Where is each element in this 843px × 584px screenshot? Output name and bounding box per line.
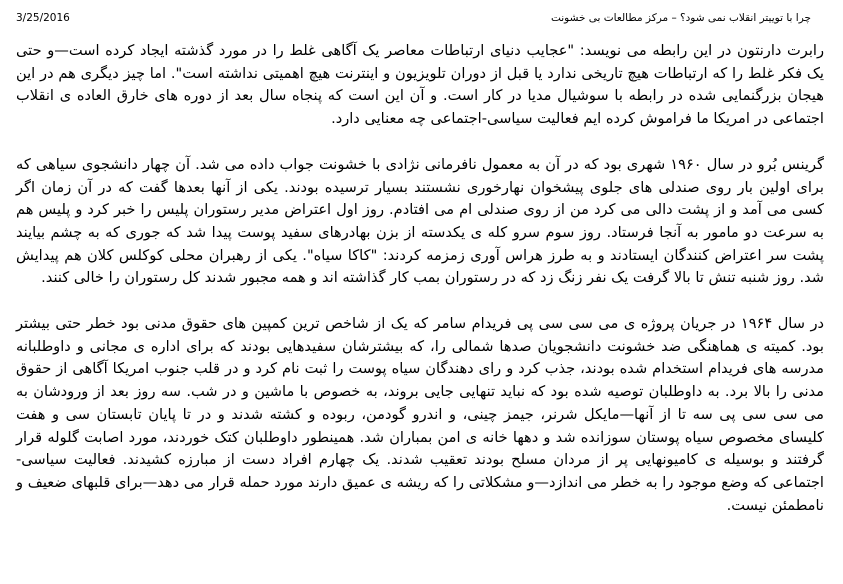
article-body <box>16 40 824 540</box>
paragraph-1: رابرت دارنتون در این رابطه می نویسد: "عجایب دنیای ارتباطات معاصر یک آگاهی غلط را در مورد گذشته ایجاد کرده است—و حتی یک فکر غلط را که ارتباطات هیچ تاریخی ندارد یا قبل از دوران تلویزیون و اینترنت هیچ اهمیتی نداشته است". اما چیز دیگری هم در این هیجان بزرگنمایی شده در رابطه با سوشیال مدیا در کار است. و آن این است که پنجاه سال بعد از دوره های خارق العاده ی انقلاب اجتماعی در امریکا ما فراموش کرده ایم فعالیت سیاسی-اجتماعی چه معنایی دارد. <box>16 42 824 128</box>
page-header <box>16 9 811 27</box>
paragraph-3: در سال ۱۹۶۴ در جریان پروژه ی می سی سی پی فریدام سامر که یک از شاخص ترین کمپین های حقوق مدنی بود خطر حتی بیشتر بود. کمیته ی هماهنگی ضد خشونت دانشجویان صدها شمالی را، که بیشترشان سفیدهایی بودند که برای اداره ی مجانی و داوطلبانه مدرسه های فریدام استخدام شده بودند، جذب کرد و رای دهندگان سیاه پوست را ثبت نام کرد و در قلب جنوب امریکا آگاهی از حقوق مدنی را بالا برد. به داوطلبان توصیه شده بود که نباید تنهایی جایی بروند، به خصوص با ماشین و در شب. سه روز بعد از ورودشان به می سی سی پی سه تا از آنها—مایکل شرنر، جیمز چینی، و اندرو گودمن، ربوده و کشته شدند و در تا پایان تابستان سی و هفت کلیسای مخصوص سیاه پوستان سوزانده شد و دهها خانه ی امن بمباران شد. همینطور داوطلبان کتک خوردند، مورد اصابت گلوله قرار گرفتند و بوسیله ی کامیونهایی پر از مردان مسلح بودند تعقیب شدند. یک چهارم افراد دست از مبارزه کشیدند. فعالیت سیاسی-اجتماعی که وضع موجود را به خطر می اندازد—و مشکلاتی را که ریشه ی عمیق دارند مورد حمله قرار می دهد—برای قلبهای ضعیف و نامطمئن نیست. <box>16 315 824 514</box>
header-title: چرا با توییتر انقلاب نمی شود؟ – مرکز مطالعات بی خشونت <box>550 12 811 24</box>
header-date: 3/25/2016 <box>16 12 70 24</box>
paragraph-2: گرینس بُرو در سال ۱۹۶۰ شهری بود که در آن به معمول نافرمانی نژادی با خشونت جواب داده می شد. آن چهار دانشجوی سیاهی که برای اولین بار روی صندلی های جلوی پیشخوان نهارخوری نشستند بسیار ترسیده بودند. یکی از آنها بعدها گفت که در آن زمان اگر کسی می آمد و از پشت دالی می کرد من از روی صندلی ام می افتادم. روز اول اعتراض مدیر رستوران پلیس را خبر کرد و پلیس هم به سرعت دو مامور به آنجا فرستاد. روز سوم سرو کله ی یکدسته از بزن بهادرهای سفید پوست پیدا شد که جوری که به چشم بیایند پشت سر اعتراض کنندگان ایستادند و به طرز هراس آوری زمزمه کردند: "کاکا سیاه". یکی از رهبران محلی کوکلس کلان هم پیدایش شد. روز شنبه تنش تا بالا گرفت یک نفر زنگ زد که در رستوران بمب کار گذاشته اند و همه مجبور شدند کل رستوران را خالی کنند. <box>16 155 824 287</box>
